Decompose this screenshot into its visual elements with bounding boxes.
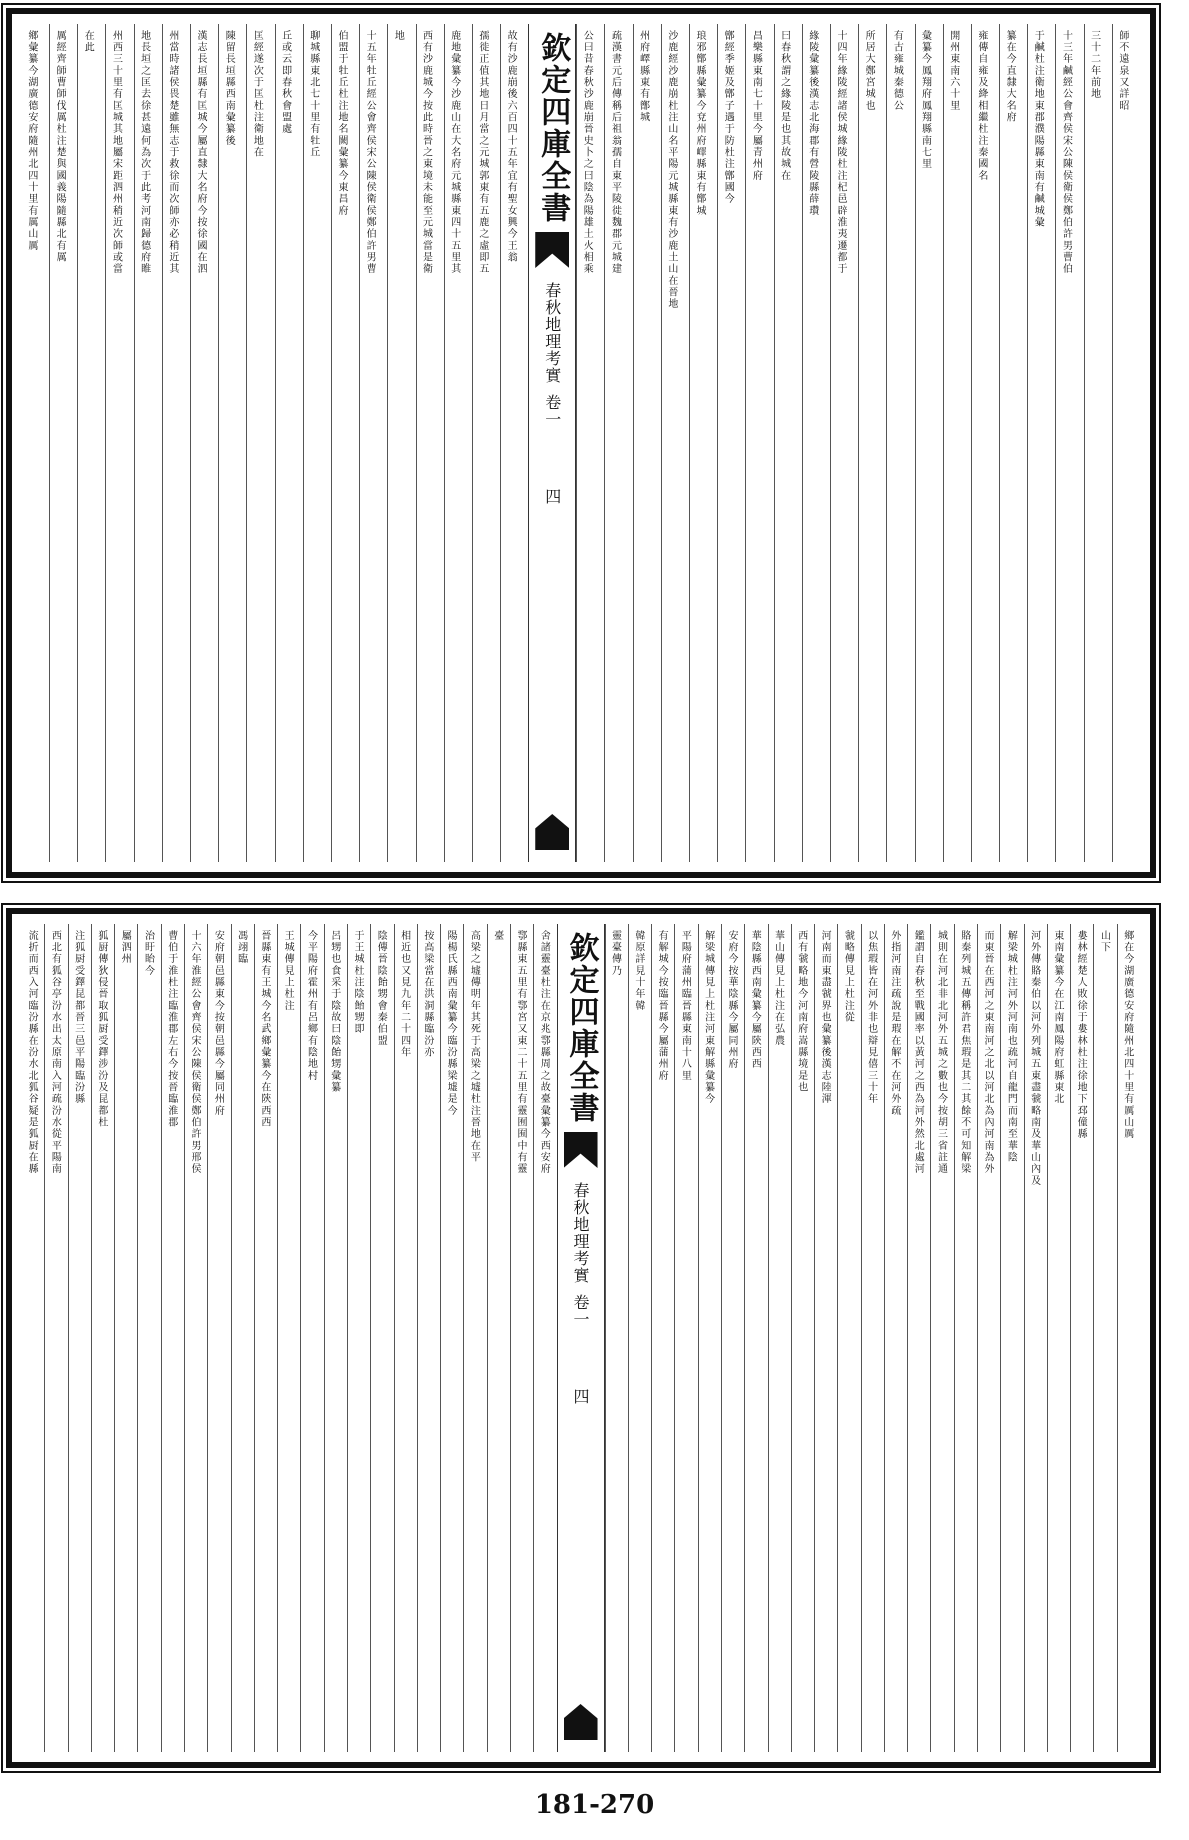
- center-fold-column: [557, 924, 605, 1752]
- column-text: 臺: [491, 930, 503, 942]
- book-subtitle: 春秋地理考實: [571, 1182, 591, 1284]
- column-text: 狐厨傳狄侵晉取狐厨受鐸涉汾及昆都杜: [95, 930, 107, 1129]
- text-column: [463, 924, 486, 1752]
- column-text: 河外傳賂秦伯以河外列城五東盡虢略南及華山內及: [1028, 930, 1040, 1187]
- text-column: [1047, 924, 1070, 1752]
- column-text: 河南而東盡虢界也彙纂後漢志陸渾: [819, 930, 831, 1105]
- text-column: [440, 924, 463, 1752]
- text-column: [861, 924, 884, 1752]
- text-column: [162, 24, 190, 862]
- column-text: 東南彙纂今在江南鳳陽府虹縣東北: [1051, 930, 1063, 1105]
- text-column: [717, 24, 745, 862]
- text-column: [114, 924, 137, 1752]
- column-text: 沙鹿經沙鹿崩杜注山名平陽元城縣東有沙鹿土山在晉地: [665, 30, 677, 310]
- text-column: [1112, 24, 1140, 862]
- column-text: 有解城今按臨晉縣今屬蒲州府: [656, 930, 668, 1082]
- top-text-columns: [22, 24, 1140, 862]
- column-text: 地: [392, 30, 404, 42]
- column-text: 故有沙鹿崩後六百四十五年宜有聖女興今王翁: [505, 30, 517, 264]
- column-text: 西有沙鹿城今按此時晉之東境未能至元城當是衛: [420, 30, 432, 275]
- column-text: 纂在今直隸大名府: [1004, 30, 1016, 124]
- text-column: [576, 24, 604, 862]
- column-text: 州西三十里有匡城其地屬宋距泗州稍近次師或當: [110, 30, 122, 275]
- text-column: [324, 924, 347, 1752]
- column-text: 馮翊臨: [235, 930, 247, 965]
- text-column: [91, 924, 114, 1752]
- column-text: 有古雍城秦德公: [891, 30, 903, 112]
- text-column: [1084, 24, 1112, 862]
- column-text: 伯盟于牡丘杜注地名闕彙纂今東昌府: [335, 30, 347, 217]
- text-column: [791, 924, 814, 1752]
- text-column: [359, 24, 387, 862]
- text-column: [814, 924, 837, 1752]
- fishtail-bottom-icon: [535, 814, 569, 850]
- text-column: [254, 924, 277, 1752]
- column-text: 高梁之墟傳明年其死于高梁之墟杜注晉地在平: [468, 930, 480, 1164]
- text-column: [1027, 24, 1055, 862]
- column-text: 賂秦列城五傳稱許君焦瑕是其二其餘不可知解梁: [958, 930, 970, 1175]
- column-text: 在此: [82, 30, 94, 54]
- text-column: [277, 924, 300, 1752]
- column-text: 曰春秋謂之緣陵是也其故城在: [778, 30, 790, 182]
- column-text: 解梁城傳見上杜注河東解縣彙纂今: [702, 930, 714, 1105]
- column-text: 孺徙正值其地日月當之元城郭東有五鹿之虛即五: [476, 30, 488, 275]
- text-column: [303, 24, 331, 862]
- column-text: 鄉在今湖廣德安府隨州北四十里有厲山厲: [1121, 930, 1133, 1140]
- text-column: [370, 924, 393, 1752]
- column-text: 十三年鹹經公會齊侯宋公陳侯衛侯鄭伯許男曹伯: [1060, 30, 1072, 275]
- column-text: 地長垣之匡去徐甚遠何為次于此考河南歸德府睢: [138, 30, 150, 275]
- text-column: [674, 924, 697, 1752]
- column-text: 陰傳晉陰飴甥會秦伯盟: [375, 930, 387, 1047]
- fishtail-bottom-icon: [564, 1704, 598, 1740]
- column-text: 注狐厨受鐸昆都晉三邑平陽臨汾縣: [72, 930, 84, 1105]
- text-column: [1000, 924, 1023, 1752]
- text-column: [651, 924, 674, 1752]
- column-text: 流折而西入河臨汾縣在汾水北狐谷疑是狐厨在縣: [26, 930, 38, 1175]
- column-text: 舍諸靈臺杜注在京兆鄠縣周之故臺彙纂今西安府: [538, 930, 550, 1175]
- column-text: 治盱眙今: [142, 930, 154, 977]
- column-text: 按高梁當在洪洞縣臨汾亦: [421, 930, 433, 1059]
- column-text: 三十二年前地: [1088, 30, 1100, 100]
- text-column: [49, 24, 77, 862]
- column-text: 十四年緣陵經諸侯城緣陵杜注杞邑辟淮夷遷都于: [834, 30, 846, 275]
- text-column: [416, 24, 444, 862]
- column-text: 漢志長垣縣有匡城今屬直隸大名府今按徐國在泗: [195, 30, 206, 275]
- text-column: [394, 924, 417, 1752]
- text-column: [744, 924, 767, 1752]
- text-column: [472, 24, 500, 862]
- text-column: [971, 24, 999, 862]
- column-text: 華山傳見上杜注在弘農: [772, 930, 784, 1047]
- text-column: [77, 24, 105, 862]
- text-column: [161, 924, 184, 1752]
- column-text: 解梁城杜注河外河南也疏河自龍門而南至華陰: [1005, 930, 1017, 1164]
- fishtail-mark-icon: [535, 232, 569, 268]
- column-text: 而東晉在西河之東南河之北以河北為內河南為外: [982, 930, 994, 1175]
- column-text: 鄫經季姬及鄫子遇于防杜注鄫國今: [722, 30, 734, 205]
- column-text: 于王城杜注陰飴甥即: [352, 930, 363, 1035]
- text-column: [300, 924, 323, 1752]
- text-column: [231, 924, 254, 1752]
- column-text: 鄉彙纂今湖廣德安府隨州北四十里有厲山厲: [25, 30, 37, 252]
- column-text: 安府朝邑縣東今按朝邑縣今屬同州府: [212, 930, 224, 1117]
- text-column: [907, 924, 930, 1752]
- text-column: [628, 924, 651, 1752]
- column-text: 厲經齊師曹師伐厲杜注楚與國義陽隨縣北有厲: [54, 30, 66, 264]
- text-column: [510, 924, 533, 1752]
- bottom-text-columns: [22, 924, 1140, 1752]
- column-text: 州府嶧縣東有鄫城: [637, 30, 649, 124]
- column-text: 十六年淮經公會齊侯宋公陳侯衛侯鄭伯許男邢侯: [189, 930, 201, 1175]
- text-column: [105, 24, 133, 862]
- column-text: 開州東南六十里: [947, 30, 959, 112]
- text-column: [698, 924, 721, 1752]
- text-column: [830, 24, 858, 862]
- column-text: 鑑謂自春秋至戰國率以黃河之西為河外然北處河: [912, 930, 924, 1175]
- text-column: [246, 24, 274, 862]
- column-text: 屬泗州: [119, 930, 131, 965]
- column-text: 呂甥也食采于陰故曰陰飴甥彙纂: [328, 930, 340, 1094]
- column-text: 丘或云即春秋會盟處: [279, 30, 291, 135]
- column-text: 西北有狐谷亭汾水出太原南入河疏汾水從平陽南: [49, 930, 61, 1175]
- text-column: [886, 24, 914, 862]
- column-text: 以焦瑕皆在河外非也辯見僖三十年: [865, 930, 877, 1105]
- volume-label: 卷一: [571, 1294, 591, 1328]
- text-column: [802, 24, 830, 862]
- column-text: 外指河南注疏說是瑕在解不在河外疏: [888, 930, 900, 1117]
- column-text: 琅邪鄫縣彙纂今兗州府嶧縣東有鄫城: [694, 30, 705, 217]
- text-column: [1055, 24, 1083, 862]
- text-column: [500, 24, 528, 862]
- text-column: [533, 924, 556, 1752]
- text-column: [605, 924, 628, 1752]
- column-text: 鄠縣東五里有鄠宮又東二十五里有靈囿囿中有靈: [514, 930, 526, 1175]
- text-column: [22, 924, 44, 1752]
- text-column: [275, 24, 303, 862]
- column-text: 晉縣東有王城今名武鄉彙纂今在陝西西: [258, 930, 270, 1129]
- column-text: 于鹹杜注衛地東郡濮陽縣東南有鹹城彙: [1032, 30, 1044, 229]
- column-text: 師不遠泉又詳昭: [1116, 30, 1128, 112]
- text-column: [347, 924, 370, 1752]
- text-column: [604, 24, 632, 862]
- volume-label: 卷一: [542, 394, 562, 428]
- text-column: [1024, 924, 1047, 1752]
- text-column: [858, 24, 886, 862]
- text-column: [774, 24, 802, 862]
- column-text: 昌樂縣東南七十里今屬青州府: [750, 30, 762, 182]
- text-column: [930, 924, 953, 1752]
- column-text: 聊城縣東北七十里有牡丘: [307, 30, 319, 159]
- text-column: [190, 24, 218, 862]
- column-text: 華陰縣西南彙纂今屬陝西西: [749, 930, 761, 1070]
- column-text: 匡經遂次于匡杜注衛地在: [251, 30, 263, 159]
- book-title: 欽定四庫全書: [535, 32, 571, 224]
- text-column: [745, 24, 773, 862]
- column-text: 西有虢略地今河南府嵩縣境是也: [795, 930, 807, 1094]
- column-text: 陽楊氏縣西南彙纂今臨汾縣梁墟是今: [445, 930, 457, 1117]
- column-text: 十五年牡丘經公會齊侯宋公陳侯衛侯鄭伯許男曹: [364, 30, 376, 275]
- book-title: 欽定四庫全書: [563, 932, 599, 1124]
- column-text: 曹伯于淮杜注臨淮郡左右今按晉臨淮郡: [165, 930, 177, 1129]
- text-column: [661, 24, 689, 862]
- text-column: [943, 24, 971, 862]
- folio-number: 四: [571, 1388, 591, 1404]
- text-column: [137, 924, 160, 1752]
- column-text: 相近也又見九年二十四年: [398, 930, 410, 1059]
- text-column: [1093, 924, 1116, 1752]
- column-text: 雍傳自雍及絳相繼杜注秦國名: [975, 30, 987, 182]
- text-column: [1117, 924, 1140, 1752]
- text-column: [721, 924, 744, 1752]
- page-footer-number: 181-270: [534, 1790, 655, 1820]
- text-column: [218, 24, 246, 862]
- text-column: [68, 924, 91, 1752]
- text-column: [689, 24, 717, 862]
- column-text: 州當時諸侯畏楚雖無志于救徐而次師亦必稍近其: [166, 30, 178, 275]
- column-text: 韓原詳見十年韓: [632, 930, 644, 1012]
- text-column: [1070, 924, 1093, 1752]
- text-column: [417, 924, 440, 1752]
- column-text: 虢略傳見上杜注從: [842, 930, 854, 1024]
- text-column: [134, 24, 162, 862]
- text-column: [184, 924, 207, 1752]
- column-text: 城則在河北非北河外五城之數也今按胡三省註通: [935, 930, 947, 1175]
- column-text: 安府今按華陰縣今屬同州府: [725, 930, 737, 1070]
- center-fold-column: [528, 24, 576, 862]
- bottom-page-panel: [6, 908, 1156, 1768]
- text-column: [837, 924, 860, 1752]
- text-column: [22, 24, 49, 862]
- text-column: [331, 24, 359, 862]
- column-text: 婁林經楚人敗徐于婁林杜注徐地下邳僮縣: [1075, 930, 1087, 1140]
- fishtail-mark-icon: [564, 1132, 598, 1168]
- text-column: [44, 924, 67, 1752]
- column-text: 平陽府蒲州臨晉縣東南十八里: [679, 930, 691, 1082]
- text-column: [207, 924, 230, 1752]
- column-text: 緣陵彙纂後漢志北海郡有營陵縣薛瓚: [806, 30, 818, 217]
- column-text: 彙纂今鳳翔府鳳翔縣南七里: [919, 30, 931, 170]
- column-text: 所居大鄭宮城也: [863, 30, 875, 112]
- top-page-panel: [6, 8, 1156, 878]
- text-column: [977, 924, 1000, 1752]
- text-column: [387, 24, 415, 862]
- folio-number: 四: [542, 488, 562, 504]
- column-text: 陳留長垣縣西南彙纂後: [223, 30, 235, 147]
- text-column: [999, 24, 1027, 862]
- text-column: [884, 924, 907, 1752]
- book-subtitle: 春秋地理考實: [542, 282, 562, 384]
- text-column: [487, 924, 510, 1752]
- text-column: [954, 924, 977, 1752]
- text-column: [444, 24, 472, 862]
- column-text: 疏漢書元后傳稱后祖翁孺自東平陵徙魏郡元城建: [609, 30, 621, 275]
- column-text: 靈臺傳乃: [609, 930, 621, 977]
- text-column: [633, 24, 661, 862]
- column-text: 今平陽府霍州有呂鄉有陰地村: [305, 930, 317, 1082]
- text-column: [768, 924, 791, 1752]
- column-text: 公曰昔春秋沙鹿崩晉史卜之曰陰為陽雄土火相乘: [581, 30, 593, 275]
- column-text: 山下: [1098, 930, 1110, 954]
- column-text: 鹿地彙纂今沙鹿山在大名府元城縣東四十五里其: [448, 30, 460, 275]
- column-text: 王城傳見上杜注: [282, 930, 294, 1012]
- text-column: [915, 24, 943, 862]
